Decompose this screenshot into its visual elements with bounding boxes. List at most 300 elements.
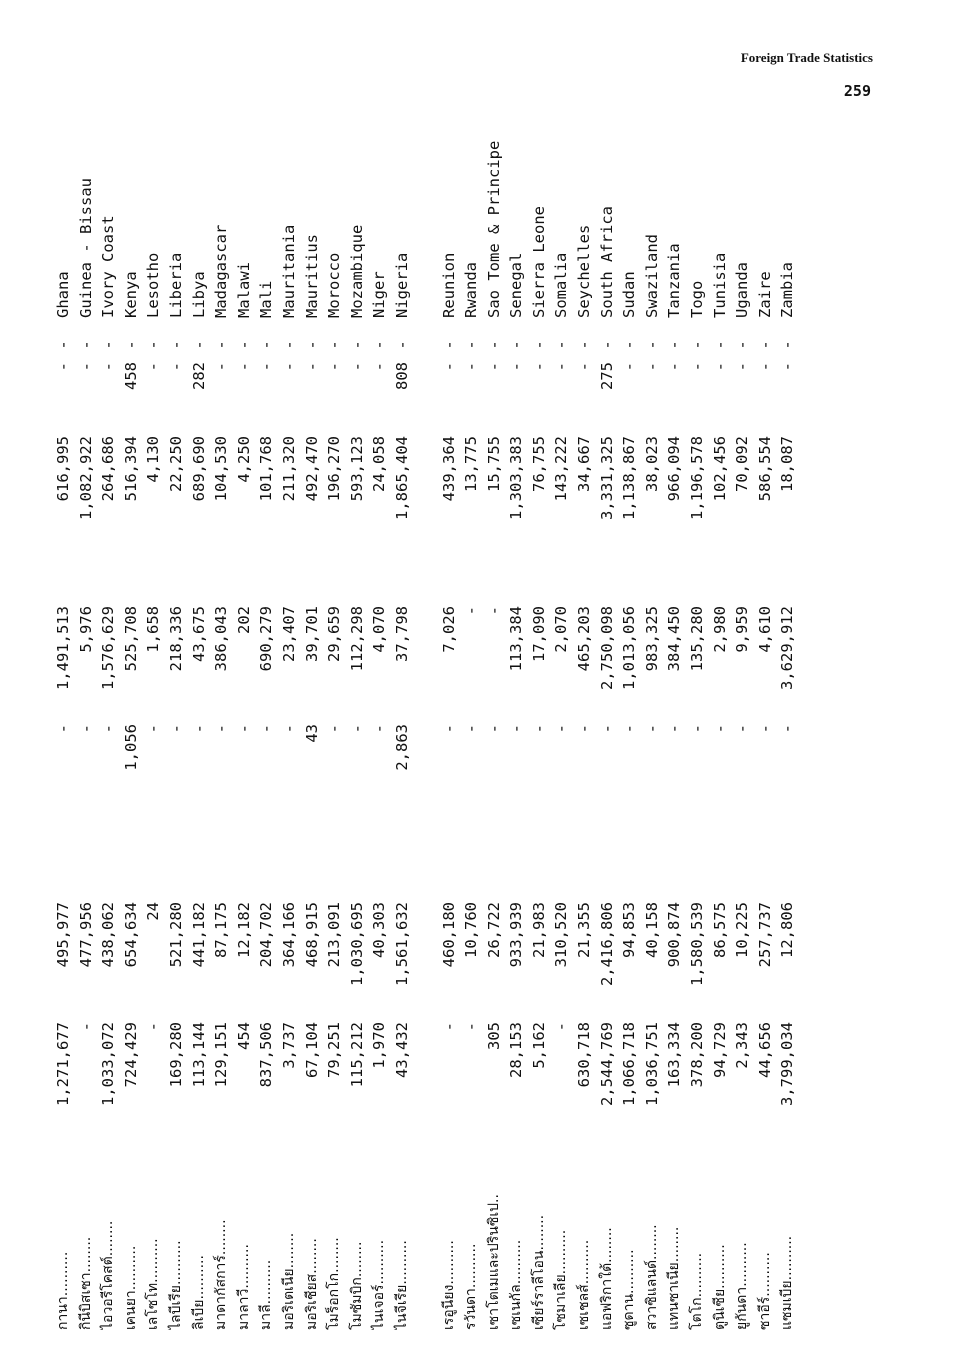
value-c4: 37,798 bbox=[392, 606, 411, 662]
value-c5: 38,023 bbox=[642, 436, 661, 492]
table-row bbox=[278, 200, 301, 1330]
table-row bbox=[731, 200, 754, 1330]
value-c2: 521,280 bbox=[166, 902, 185, 968]
value-c5: 264,686 bbox=[99, 436, 118, 502]
table-row bbox=[438, 200, 461, 1330]
value-c4: 465,203 bbox=[575, 606, 594, 672]
thai-country-name: เซเนกัล.......... bbox=[508, 1239, 525, 1330]
value-c5: 102,456 bbox=[710, 436, 729, 502]
value-c4: 525,708 bbox=[121, 606, 140, 672]
english-country-name: Mozambique bbox=[347, 224, 366, 318]
separator-dash: - bbox=[347, 340, 366, 350]
value-c4: 5,976 bbox=[76, 606, 95, 653]
value-c5: 516,394 bbox=[121, 436, 140, 502]
value-c6: - bbox=[302, 362, 321, 372]
value-c5: 196,270 bbox=[325, 436, 344, 502]
value-c3: - bbox=[347, 724, 366, 734]
value-c3: - bbox=[484, 724, 503, 734]
value-c3: - bbox=[76, 724, 95, 734]
value-c1: 837,506 bbox=[257, 1022, 276, 1088]
value-c2: 654,634 bbox=[121, 902, 140, 968]
separator-dash: - bbox=[279, 340, 298, 350]
value-c4: - bbox=[462, 606, 481, 616]
value-c1: 1,970 bbox=[370, 1022, 389, 1069]
table-row bbox=[573, 200, 596, 1330]
value-c6: - bbox=[665, 362, 684, 372]
value-c3: - bbox=[54, 724, 72, 734]
separator-dash: - bbox=[552, 340, 571, 350]
thai-country-name: มาดากัสการ์........ bbox=[213, 1219, 230, 1330]
table-row bbox=[346, 200, 369, 1330]
separator-dash: - bbox=[325, 340, 344, 350]
value-c6: - bbox=[370, 362, 389, 372]
value-c1: 94,729 bbox=[710, 1022, 729, 1078]
value-c1: 630,718 bbox=[575, 1022, 594, 1088]
table-row bbox=[550, 200, 573, 1330]
separator-dash: - bbox=[575, 340, 594, 350]
separator-dash: - bbox=[144, 340, 163, 350]
value-c5: 24,058 bbox=[370, 436, 389, 492]
value-c5: 76,755 bbox=[529, 436, 548, 492]
separator-dash: - bbox=[166, 340, 185, 350]
separator-dash: - bbox=[439, 340, 458, 350]
separator-dash: - bbox=[76, 340, 95, 350]
english-country-name: Tunisia bbox=[710, 252, 729, 318]
separator-dash: - bbox=[462, 340, 481, 350]
table-row bbox=[686, 200, 709, 1330]
value-c4: 29,659 bbox=[325, 606, 344, 662]
english-country-name: Senegal bbox=[507, 252, 526, 318]
value-c1: 1,066,718 bbox=[620, 1022, 639, 1106]
value-c4: 112,298 bbox=[347, 606, 366, 672]
value-c2: 468,915 bbox=[302, 902, 321, 968]
english-country-name: Niger bbox=[370, 271, 389, 318]
english-country-name: Libya bbox=[189, 271, 208, 318]
english-country-name: Reunion bbox=[439, 252, 458, 318]
english-country-name: Somalia bbox=[552, 252, 571, 318]
value-c5: 966,094 bbox=[665, 436, 684, 502]
english-country-name: Morocco bbox=[325, 252, 344, 318]
value-c6: - bbox=[755, 362, 774, 372]
value-c4: 218,336 bbox=[166, 606, 185, 672]
value-c5: 34,667 bbox=[575, 436, 594, 492]
value-c1: 454 bbox=[234, 1022, 253, 1050]
value-c3: - bbox=[665, 724, 684, 734]
value-c4: 2,070 bbox=[552, 606, 571, 653]
value-c5: 70,092 bbox=[733, 436, 752, 492]
value-c1: 129,151 bbox=[212, 1022, 231, 1088]
value-c3: - bbox=[99, 724, 118, 734]
value-c3: - bbox=[462, 724, 481, 734]
spacer-cell bbox=[414, 200, 438, 1330]
thai-country-name: มอริเตเนีย........ bbox=[280, 1232, 297, 1330]
thai-country-name: ตูนิเซีย.......... bbox=[711, 1244, 728, 1330]
value-c2: 10,225 bbox=[733, 902, 752, 958]
english-country-name: Togo bbox=[688, 280, 707, 318]
value-c5: 4,130 bbox=[144, 436, 163, 483]
english-country-name: Nigeria bbox=[392, 252, 411, 318]
value-c6: - bbox=[99, 362, 118, 372]
value-c5: 104,530 bbox=[212, 436, 231, 502]
value-c6: - bbox=[257, 362, 276, 372]
value-c2: 900,874 bbox=[665, 902, 684, 968]
separator-dash: - bbox=[710, 340, 729, 350]
value-c6: - bbox=[529, 362, 548, 372]
value-c3: - bbox=[733, 724, 752, 734]
english-country-name: Rwanda bbox=[462, 262, 481, 318]
value-c5: 143,222 bbox=[552, 436, 571, 502]
separator-dash: - bbox=[302, 340, 321, 350]
separator-dash: - bbox=[370, 340, 389, 350]
value-c6: - bbox=[642, 362, 661, 372]
value-c1: 1,036,751 bbox=[642, 1022, 661, 1106]
value-c6: - bbox=[212, 362, 231, 372]
table-row bbox=[618, 200, 641, 1330]
value-c4: 4,070 bbox=[370, 606, 389, 653]
value-c5: 1,196,578 bbox=[688, 436, 707, 520]
thai-country-name: ไนจีเรีย.......... bbox=[393, 1240, 410, 1330]
value-c4: 386,043 bbox=[212, 606, 231, 672]
value-c2: 86,575 bbox=[710, 902, 729, 958]
separator-dash: - bbox=[121, 340, 140, 350]
trade-table-rotated bbox=[52, 140, 912, 1330]
value-c6: - bbox=[144, 362, 163, 372]
table-row bbox=[120, 200, 143, 1330]
english-country-name: Mali bbox=[257, 280, 276, 318]
english-country-name: Tanzania bbox=[665, 243, 684, 318]
value-c5: 439,364 bbox=[439, 436, 458, 502]
table-row bbox=[505, 200, 528, 1330]
thai-country-name: ซาอีร์.......... bbox=[756, 1252, 773, 1330]
value-c3: 1,056 bbox=[121, 724, 140, 771]
table-row bbox=[142, 200, 165, 1330]
value-c1: 305 bbox=[484, 1022, 503, 1050]
value-c3: - bbox=[234, 724, 253, 734]
value-c6: - bbox=[439, 362, 458, 372]
value-c3: - bbox=[688, 724, 707, 734]
value-c1: - bbox=[144, 1022, 163, 1032]
english-country-name: Ivory Coast bbox=[99, 215, 118, 318]
table-row bbox=[97, 200, 120, 1330]
value-c3: - bbox=[755, 724, 774, 734]
separator-dash: - bbox=[529, 340, 548, 350]
value-c4: 1,658 bbox=[144, 606, 163, 653]
value-c4: 690,279 bbox=[257, 606, 276, 672]
separator-dash: - bbox=[688, 340, 707, 350]
thai-country-name: โตโก.......... bbox=[689, 1252, 706, 1330]
thai-country-name: กานา.......... bbox=[55, 1251, 71, 1330]
english-country-name: Zambia bbox=[778, 262, 797, 318]
value-c1: 2,544,769 bbox=[597, 1022, 616, 1106]
value-c3: - bbox=[529, 724, 548, 734]
english-country-name: Sierra Leone bbox=[529, 206, 548, 318]
value-c3: - bbox=[552, 724, 571, 734]
value-c3: - bbox=[325, 724, 344, 734]
value-c5: 492,470 bbox=[302, 436, 321, 502]
value-c1: 3,737 bbox=[279, 1022, 298, 1069]
table-row bbox=[483, 200, 506, 1330]
separator-dash: - bbox=[642, 340, 661, 350]
table-row bbox=[323, 200, 346, 1330]
value-c5: 586,554 bbox=[755, 436, 774, 502]
value-c6: - bbox=[166, 362, 185, 372]
value-c4: 1,491,513 bbox=[54, 606, 72, 690]
english-country-name: Uganda bbox=[733, 262, 752, 318]
value-c4: 43,675 bbox=[189, 606, 208, 662]
value-c2: 1,580,539 bbox=[688, 902, 707, 986]
value-c2: 1,561,632 bbox=[392, 902, 411, 986]
value-c4: 2,980 bbox=[710, 606, 729, 653]
thai-country-name: สวาซิแลนด์........ bbox=[643, 1224, 660, 1330]
value-c2: 213,091 bbox=[325, 902, 344, 968]
value-c3: - bbox=[710, 724, 729, 734]
value-c5: 616,995 bbox=[54, 436, 72, 502]
value-c3: - bbox=[575, 724, 594, 734]
value-c4: 983,325 bbox=[642, 606, 661, 672]
group-spacer bbox=[414, 200, 438, 1330]
thai-country-name: มาลาวี.......... bbox=[235, 1244, 252, 1330]
english-country-name: Zaire bbox=[755, 271, 774, 318]
table-row bbox=[596, 200, 619, 1330]
value-c3: - bbox=[189, 724, 208, 734]
table-row bbox=[233, 200, 256, 1330]
thai-country-name: ไลบีเรีย.......... bbox=[167, 1240, 184, 1330]
separator-dash: - bbox=[597, 340, 616, 350]
value-c6: 275 bbox=[597, 362, 616, 390]
value-c1: 115,212 bbox=[347, 1022, 366, 1088]
value-c2: 24 bbox=[144, 902, 163, 921]
separator-dash: - bbox=[99, 340, 118, 350]
value-c5: 15,755 bbox=[484, 436, 503, 492]
value-c2: 26,722 bbox=[484, 902, 503, 958]
value-c4: 384,450 bbox=[665, 606, 684, 672]
separator-dash: - bbox=[234, 340, 253, 350]
value-c6: 282 bbox=[189, 362, 208, 390]
value-c6: - bbox=[234, 362, 253, 372]
value-c6: - bbox=[733, 362, 752, 372]
value-c2: 12,182 bbox=[234, 902, 253, 958]
thai-country-name: รวันดา.......... bbox=[463, 1243, 480, 1330]
separator-dash: - bbox=[778, 340, 797, 350]
value-c2: 1,030,695 bbox=[347, 902, 366, 986]
value-c4: 17,090 bbox=[529, 606, 548, 662]
value-c3: - bbox=[597, 724, 616, 734]
value-c2: 310,520 bbox=[552, 902, 571, 968]
thai-country-name: ซูดาน.......... bbox=[621, 1249, 638, 1330]
value-c3: - bbox=[620, 724, 639, 734]
value-c6: - bbox=[620, 362, 639, 372]
separator-dash: - bbox=[484, 340, 503, 350]
english-country-name: Swaziland bbox=[642, 234, 661, 318]
thai-country-name: ไนเจอร์.......... bbox=[371, 1239, 388, 1330]
value-c2: 477,956 bbox=[76, 902, 95, 968]
value-c4: 1,576,629 bbox=[99, 606, 118, 690]
value-c3: - bbox=[212, 724, 231, 734]
value-c4: 7,026 bbox=[439, 606, 458, 653]
value-c6: 808 bbox=[392, 362, 411, 390]
separator-dash: - bbox=[212, 340, 231, 350]
value-c1: 44,656 bbox=[755, 1022, 774, 1078]
header-title: Foreign Trade Statistics bbox=[740, 50, 873, 65]
table-row bbox=[368, 200, 391, 1330]
thai-country-name: มาลี.......... bbox=[258, 1259, 275, 1330]
value-c5: 101,768 bbox=[257, 436, 276, 502]
table-row bbox=[460, 200, 483, 1330]
value-c2: 21,983 bbox=[529, 902, 548, 958]
value-c2: 495,977 bbox=[54, 902, 72, 968]
value-c1: 378,200 bbox=[688, 1022, 707, 1088]
english-country-name: Ghana bbox=[54, 271, 72, 318]
value-c5: 22,250 bbox=[166, 436, 185, 492]
value-c1: - bbox=[462, 1022, 481, 1032]
table-row bbox=[391, 200, 414, 1330]
separator-dash: - bbox=[733, 340, 752, 350]
table-row bbox=[528, 200, 551, 1330]
english-country-name: Mauritius bbox=[302, 234, 321, 318]
english-country-name: Liberia bbox=[166, 252, 185, 318]
value-c1: 163,334 bbox=[665, 1022, 684, 1088]
separator-dash: - bbox=[755, 340, 774, 350]
value-c5: 18,087 bbox=[778, 436, 797, 492]
value-c1: 67,104 bbox=[302, 1022, 321, 1078]
english-country-name: South Africa bbox=[597, 206, 616, 318]
thai-country-name: ลิเบีย.......... bbox=[190, 1255, 207, 1330]
thai-country-name: ยูกันดา.......... bbox=[734, 1242, 751, 1330]
thai-country-name: ไอวอรีโคสต์........ bbox=[100, 1220, 117, 1330]
table-row bbox=[52, 200, 75, 1330]
thai-country-name: เลโซโท.......... bbox=[145, 1238, 162, 1330]
english-country-name: Sudan bbox=[620, 271, 639, 318]
trade-table bbox=[52, 140, 799, 1330]
english-country-name: Mauritania bbox=[279, 224, 298, 318]
separator-dash: - bbox=[507, 340, 526, 350]
value-c5: 1,865,404 bbox=[392, 436, 411, 520]
value-c5: 211,320 bbox=[279, 436, 298, 502]
value-c1: 1,033,072 bbox=[99, 1022, 118, 1106]
value-c2: 933,939 bbox=[507, 902, 526, 968]
thai-country-name: เซเชลส์.......... bbox=[576, 1239, 593, 1330]
value-c1: 5,162 bbox=[529, 1022, 548, 1069]
thai-country-name: เซาโตเมและปรินซิเป.. bbox=[485, 1194, 502, 1330]
value-c2: 12,806 bbox=[778, 902, 797, 958]
value-c3: - bbox=[144, 724, 163, 734]
table-row bbox=[709, 200, 732, 1330]
value-c1: 3,799,034 bbox=[778, 1022, 797, 1106]
value-c2: 204,702 bbox=[257, 902, 276, 968]
value-c1: 79,251 bbox=[325, 1022, 344, 1078]
english-country-name: Sao Tome & Principe bbox=[484, 140, 503, 318]
value-c1: 2,343 bbox=[733, 1022, 752, 1069]
table-row bbox=[75, 200, 98, 1330]
table-row bbox=[165, 200, 188, 1330]
value-c1: 169,280 bbox=[166, 1022, 185, 1088]
value-c1: 43,432 bbox=[392, 1022, 411, 1078]
value-c6: - bbox=[688, 362, 707, 372]
value-c3: - bbox=[279, 724, 298, 734]
value-c1: - bbox=[439, 1022, 458, 1032]
value-c6: - bbox=[552, 362, 571, 372]
english-country-name: Seychelles bbox=[575, 224, 594, 318]
value-c5: 13,775 bbox=[462, 436, 481, 492]
thai-country-name: เซียร์ราลีโอน........ bbox=[530, 1214, 547, 1330]
english-country-name: Madagascar bbox=[212, 224, 231, 318]
thai-country-name: มอริเชียส........ bbox=[303, 1238, 320, 1330]
table-row bbox=[301, 200, 324, 1330]
value-c2: 10,760 bbox=[462, 902, 481, 958]
value-c4: 23,407 bbox=[279, 606, 298, 662]
value-c1: 28,153 bbox=[507, 1022, 526, 1078]
thai-country-name: แอฟริกาใต้........ bbox=[598, 1227, 615, 1330]
value-c3: - bbox=[370, 724, 389, 734]
value-c6: - bbox=[76, 362, 95, 372]
thai-country-name: เรอูนียง.......... bbox=[440, 1240, 457, 1330]
value-c6: - bbox=[575, 362, 594, 372]
value-c6: - bbox=[279, 362, 298, 372]
value-c2: 441,182 bbox=[189, 902, 208, 968]
value-c1: - bbox=[552, 1022, 571, 1032]
value-c2: 94,853 bbox=[620, 902, 639, 958]
value-c4: 2,750,098 bbox=[597, 606, 616, 690]
value-c2: 40,158 bbox=[642, 902, 661, 958]
value-c2: 2,416,806 bbox=[597, 902, 616, 986]
separator-dash: - bbox=[665, 340, 684, 350]
thai-country-name: กินีบิสเซา........ bbox=[77, 1236, 94, 1330]
table-row bbox=[255, 200, 278, 1330]
value-c4: - bbox=[484, 606, 503, 616]
value-c3: - bbox=[257, 724, 276, 734]
value-c5: 4,250 bbox=[234, 436, 253, 483]
value-c3: 2,863 bbox=[392, 724, 411, 771]
value-c6: - bbox=[54, 362, 72, 372]
value-c2: 87,175 bbox=[212, 902, 231, 958]
value-c2: 438,062 bbox=[99, 902, 118, 968]
value-c1: 1,271,677 bbox=[54, 1022, 72, 1106]
value-c1: 113,144 bbox=[189, 1022, 208, 1088]
table-row bbox=[776, 200, 799, 1330]
value-c1: 724,429 bbox=[121, 1022, 140, 1088]
separator-dash: - bbox=[54, 340, 72, 350]
value-c4: 135,280 bbox=[688, 606, 707, 672]
value-c6: - bbox=[778, 362, 797, 372]
value-c5: 3,331,325 bbox=[597, 436, 616, 520]
english-country-name: Guinea - Bissau bbox=[76, 178, 95, 318]
table-row bbox=[641, 200, 664, 1330]
english-country-name: Kenya bbox=[121, 271, 140, 318]
thai-country-name: แซมเบีย.......... bbox=[779, 1235, 796, 1330]
value-c6: - bbox=[325, 362, 344, 372]
value-c3: - bbox=[166, 724, 185, 734]
value-c6: - bbox=[347, 362, 366, 372]
value-c6: - bbox=[710, 362, 729, 372]
value-c5: 1,303,383 bbox=[507, 436, 526, 520]
thai-country-name: เคนยา.......... bbox=[122, 1245, 139, 1330]
value-c4: 202 bbox=[234, 606, 253, 634]
value-c2: 364,166 bbox=[279, 902, 298, 968]
value-c4: 9,959 bbox=[733, 606, 752, 653]
table-row bbox=[188, 200, 211, 1330]
value-c6: 458 bbox=[121, 362, 140, 390]
table-row bbox=[210, 200, 233, 1330]
value-c6: - bbox=[484, 362, 503, 372]
table-row bbox=[663, 200, 686, 1330]
page-number: 259 bbox=[843, 82, 871, 100]
value-c5: 593,123 bbox=[347, 436, 366, 502]
thai-country-name: โมซัมบิก........ bbox=[348, 1241, 365, 1330]
english-country-name: Malawi bbox=[234, 262, 253, 318]
value-c3: - bbox=[642, 724, 661, 734]
value-c4: 113,384 bbox=[507, 606, 526, 672]
value-c2: 460,180 bbox=[439, 902, 458, 968]
